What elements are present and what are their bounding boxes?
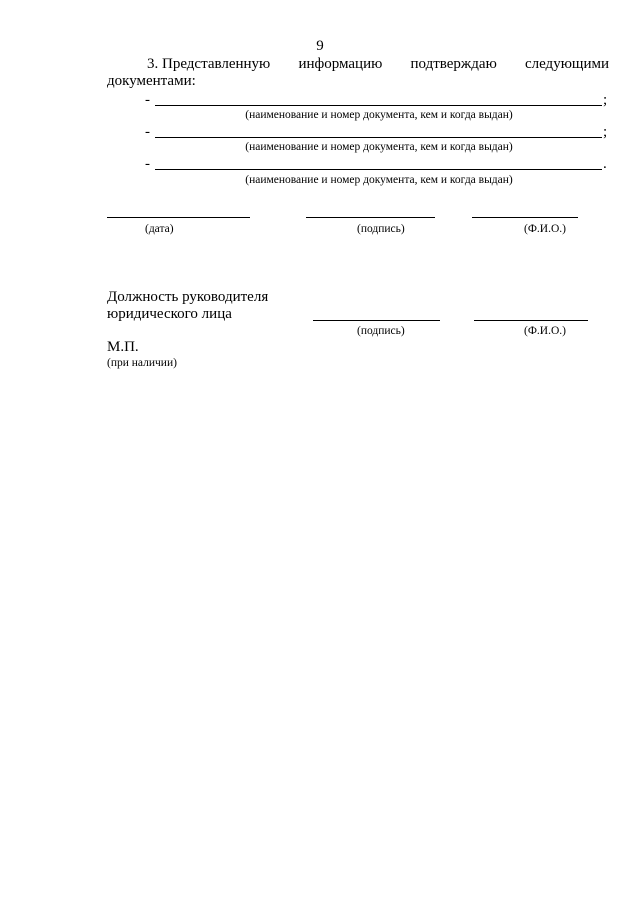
item-end-punct: ; (603, 92, 608, 108)
paragraph-word: 3. Представленную (147, 56, 271, 72)
item-end-punct: . (603, 156, 607, 172)
signature-label: (подпись) (357, 223, 405, 235)
page-number: 9 (316, 38, 324, 54)
head-signature-line[interactable] (313, 320, 440, 321)
paragraph-word: информацию (298, 56, 383, 72)
paragraph-continuation: документами: (107, 73, 196, 89)
document-blank-line[interactable] (155, 157, 602, 170)
stamp-label: М.П. (107, 339, 139, 355)
stamp-note: (при наличии) (107, 357, 177, 369)
document-caption-2: (наименование и номер документа, кем и когда выдан) (245, 141, 513, 153)
head-signature-label: (подпись) (357, 325, 405, 337)
document-blank-line[interactable] (155, 125, 602, 138)
paragraph-word: подтверждаю (410, 56, 497, 72)
document-caption-1: (наименование и номер документа, кем и когда выдан) (245, 109, 513, 121)
item-dash: - (145, 92, 150, 108)
signature-line[interactable] (306, 217, 435, 218)
document-item-3 (145, 156, 611, 173)
full-name-line[interactable] (472, 217, 578, 218)
position-title-line1: Должность руководителя (107, 289, 269, 305)
document-item-1 (145, 92, 611, 109)
item-dash: - (145, 156, 150, 172)
full-name-label: (Ф.И.О.) (524, 223, 566, 235)
paragraph-word: следующими (524, 56, 609, 72)
paragraph-first-line (147, 56, 609, 73)
date-line[interactable] (107, 217, 250, 218)
item-end-punct: ; (603, 124, 608, 140)
document-blank-line[interactable] (155, 93, 602, 106)
position-title-line2: юридического лица (107, 306, 232, 322)
date-label: (дата) (145, 223, 174, 235)
head-full-name-line[interactable] (474, 320, 588, 321)
document-item-2 (145, 124, 611, 141)
item-dash: - (145, 124, 150, 140)
head-full-name-label: (Ф.И.О.) (524, 325, 566, 337)
document-caption-3: (наименование и номер документа, кем и когда выдан) (245, 174, 513, 186)
